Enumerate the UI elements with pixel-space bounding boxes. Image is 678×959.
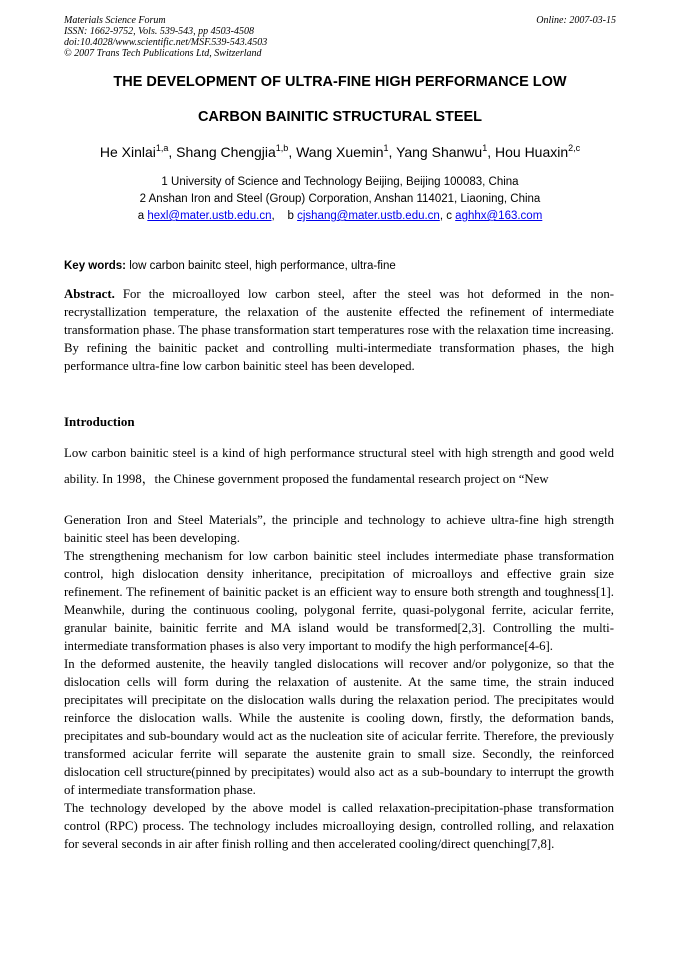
email-link-a[interactable]: hexl@mater.ustb.edu.cn xyxy=(147,210,272,222)
introduction-heading: Introduction xyxy=(64,414,135,429)
author-name: Yang Shanwu xyxy=(396,144,483,160)
email-link-b[interactable]: cjshang@mater.ustb.edu.cn xyxy=(297,210,440,222)
paper-title-line-2: CARBON BAINITIC STRUCTURAL STEEL xyxy=(197,109,483,125)
introduction-paragraph-4: In the deformed austenite, the heavily tangled dislocations will recover and/or polygonize, so that the dislocation cells will form during the relaxation of austenite. At the same time, the strain induced precipitates will precipitate on the dislocation walls during the relaxation period. The precipitates would reinforce the dislocation walls. While the austenite is cooling down, firstly, the deformation bands, precipitates and sub-boundary would act as the nucleation site of acicular ferrite. Therefore, the previously transformed acicular ferrite will separate the austenite grain to small size. Secondly, the reinforced dislocation cell structure(pinned by precipitates) would also act as a sub-boundary to interrupt the growth of intermediate transformation phase. xyxy=(64,657,614,797)
author-affiliation-mark: 1 xyxy=(482,143,488,153)
online-date: Online: 2007-03-15 xyxy=(536,15,616,26)
affiliation-1: 1 University of Science and Technology Beijing, Beijing 100083, China xyxy=(161,176,519,188)
author-list: He Xinlai$^{1,a}$, Shang Chengjia$^{1,b}$, Wang Xuemin$^1$, Yang Shanwu$^1$, Hou Huaxin$^{2,c}$ xyxy=(99,143,581,160)
keywords-line xyxy=(64,260,616,272)
paper-title-line-1: THE DEVELOPMENT OF ULTRA-FINE HIGH PERFORMANCE LOW xyxy=(113,74,567,90)
introduction-paragraph-2: Generation Iron and Steel Materials”, the principle and technology to achieve ultra-fine high strength bainitic steel has been developing. xyxy=(64,513,614,545)
email-a-label: a xyxy=(137,210,145,222)
author-name: Hou Huaxin xyxy=(495,144,569,160)
doi-line: doi:10.4028/www.scientific.net/MSF.539-543.4503 xyxy=(64,37,268,48)
keywords-text: low carbon bainitc steel, high performance, ultra-fine xyxy=(129,260,396,272)
publication-header xyxy=(64,15,616,59)
issn-line: ISSN: 1662-9752, Vols. 539-543, pp 4503-4508 xyxy=(64,26,254,37)
abstract-text: For the microalloyed low carbon steel, after the steel was hot deformed in the non-recrystallization temperature, the relaxation of the austenite effected the refinement of intermediate transformation phase. The phase transformation start temperatures rose with the relaxation time increasing. By refining the bainitic packet and controlling multi-intermediate transformation phases, the high performance ultra-fine low carbon bainitic steel has been developed. xyxy=(64,287,615,373)
email-c-label: c xyxy=(446,210,452,222)
introduction-paragraph-1: Low carbon bainitic steel is a kind of high performance structural steel with high strength and good weld ability. In 1998，the Chinese government proposed the fundamental research project on “New xyxy=(64,446,614,486)
author-name: Wang Xuemin xyxy=(296,144,384,160)
email-b-label: b xyxy=(287,210,294,222)
author-affiliation-mark: 1,b xyxy=(275,143,289,153)
author-name: Shang Chengjia xyxy=(176,144,276,160)
keywords-label: Key words: xyxy=(64,260,126,272)
author-affiliation-mark: 2,c xyxy=(568,143,581,153)
abstract-label: Abstract. xyxy=(64,287,115,301)
author-affiliation-mark: 1,a xyxy=(155,143,169,153)
copyright-line: © 2007 Trans Tech Publications Ltd, Switzerland xyxy=(64,48,262,59)
email-link-c[interactable]: aghhx@163.com xyxy=(455,210,543,222)
abstract-paragraph xyxy=(64,285,614,375)
introduction-paragraph-3: The strengthening mechanism for low carbon bainitic steel includes intermediate phase transformation control, high dislocation density inheritance, precipitation of microalloys and effective grain size refinement. The refinement of bainitic packet is an efficient way to ensure both strength and toughness[1]. Meanwhile, during the continuous cooling, polygonal ferrite, quasi-polygonal ferrite, acicular ferrite, granular bainite, bainitic ferrite and MA island would be transformed[2,3]. Controlling the multi-intermediate transformation phases is also very important to modify the high performance[4-6]. xyxy=(64,549,614,653)
author-affiliation-mark: 1 xyxy=(383,143,389,153)
introduction-paragraph-5: The technology developed by the above model is called relaxation-precipitation-phase transformation control (RPC) process. The technology includes microalloying design, controlled rolling, and relaxation for several seconds in air after finish rolling and then accelerated cooling/direct quenching[7,8]. xyxy=(64,801,614,851)
journal-name: Materials Science Forum xyxy=(64,15,166,26)
email-line: a hexl@mater.ustb.edu.cn, b cjshang@mater.ustb.edu.cn, c aghhx@163.com xyxy=(137,210,543,222)
affiliation-2: 2 Anshan Iron and Steel (Group) Corporation, Anshan 114021, Liaoning, China xyxy=(139,193,541,205)
introduction-body xyxy=(64,511,614,853)
author-name: He Xinlai xyxy=(99,144,156,160)
